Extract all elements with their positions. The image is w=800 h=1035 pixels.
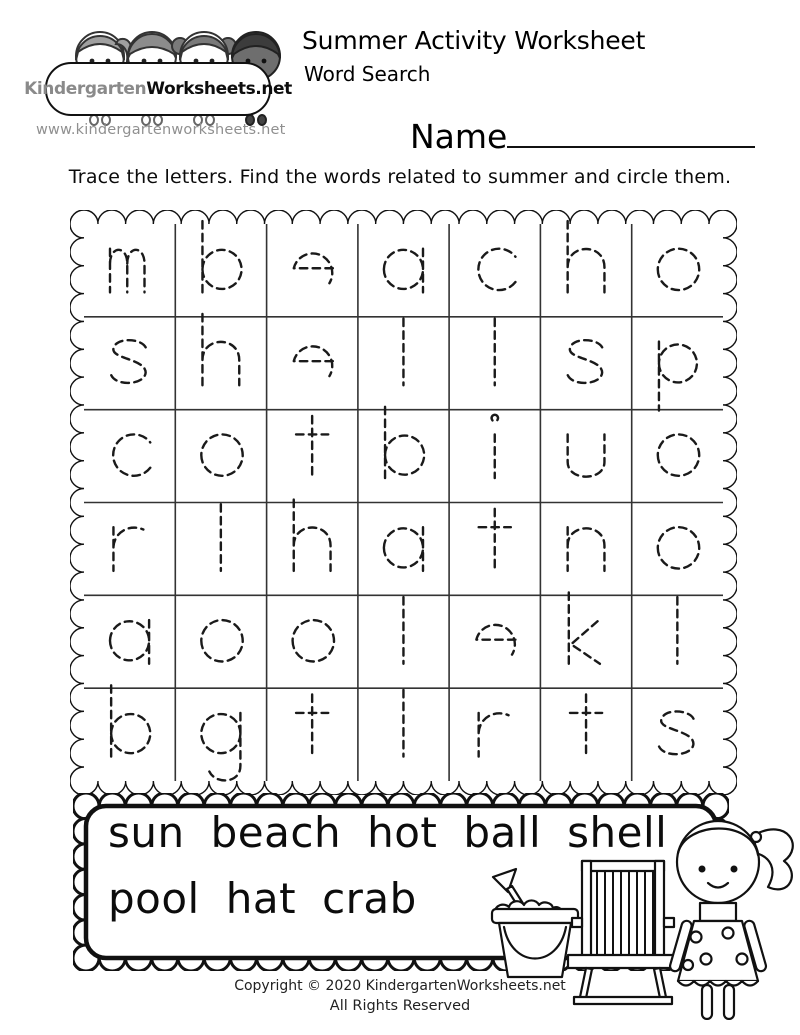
word-search-grid [70,210,737,795]
word-bank-word: shell [567,808,668,857]
word-bank-word: hot [367,808,438,857]
word-bank-word: sun [108,808,185,857]
copyright-text: Copyright © 2020 KindergartenWorksheets.net [234,978,566,994]
page-title: Summer Activity Worksheet [302,26,646,55]
logo-url: www.kindergartenworksheets.net [36,122,286,138]
rights-text: All Rights Reserved [329,998,471,1015]
logo-text-gray: Kindergarten [24,79,147,99]
word-bank-word: pool [108,874,200,923]
word-bank-word: hat [225,874,297,923]
sand-bucket-icon [492,869,578,977]
word-bank-word: beach [210,808,342,857]
name-row [410,112,755,156]
name-label: Name [410,117,508,156]
logo-text-black: Worksheets.net [146,79,292,99]
page-subtitle: Word Search [304,62,431,86]
instruction-text: Trace the letters. Find the words related to summer and circle them. [68,166,732,188]
logo-box [24,62,292,116]
word-bank-word: crab [322,874,417,923]
name-field-line [507,112,755,148]
word-bank-word: ball [463,808,542,857]
word-bank-line-2 [108,874,417,923]
footer [0,976,800,1017]
